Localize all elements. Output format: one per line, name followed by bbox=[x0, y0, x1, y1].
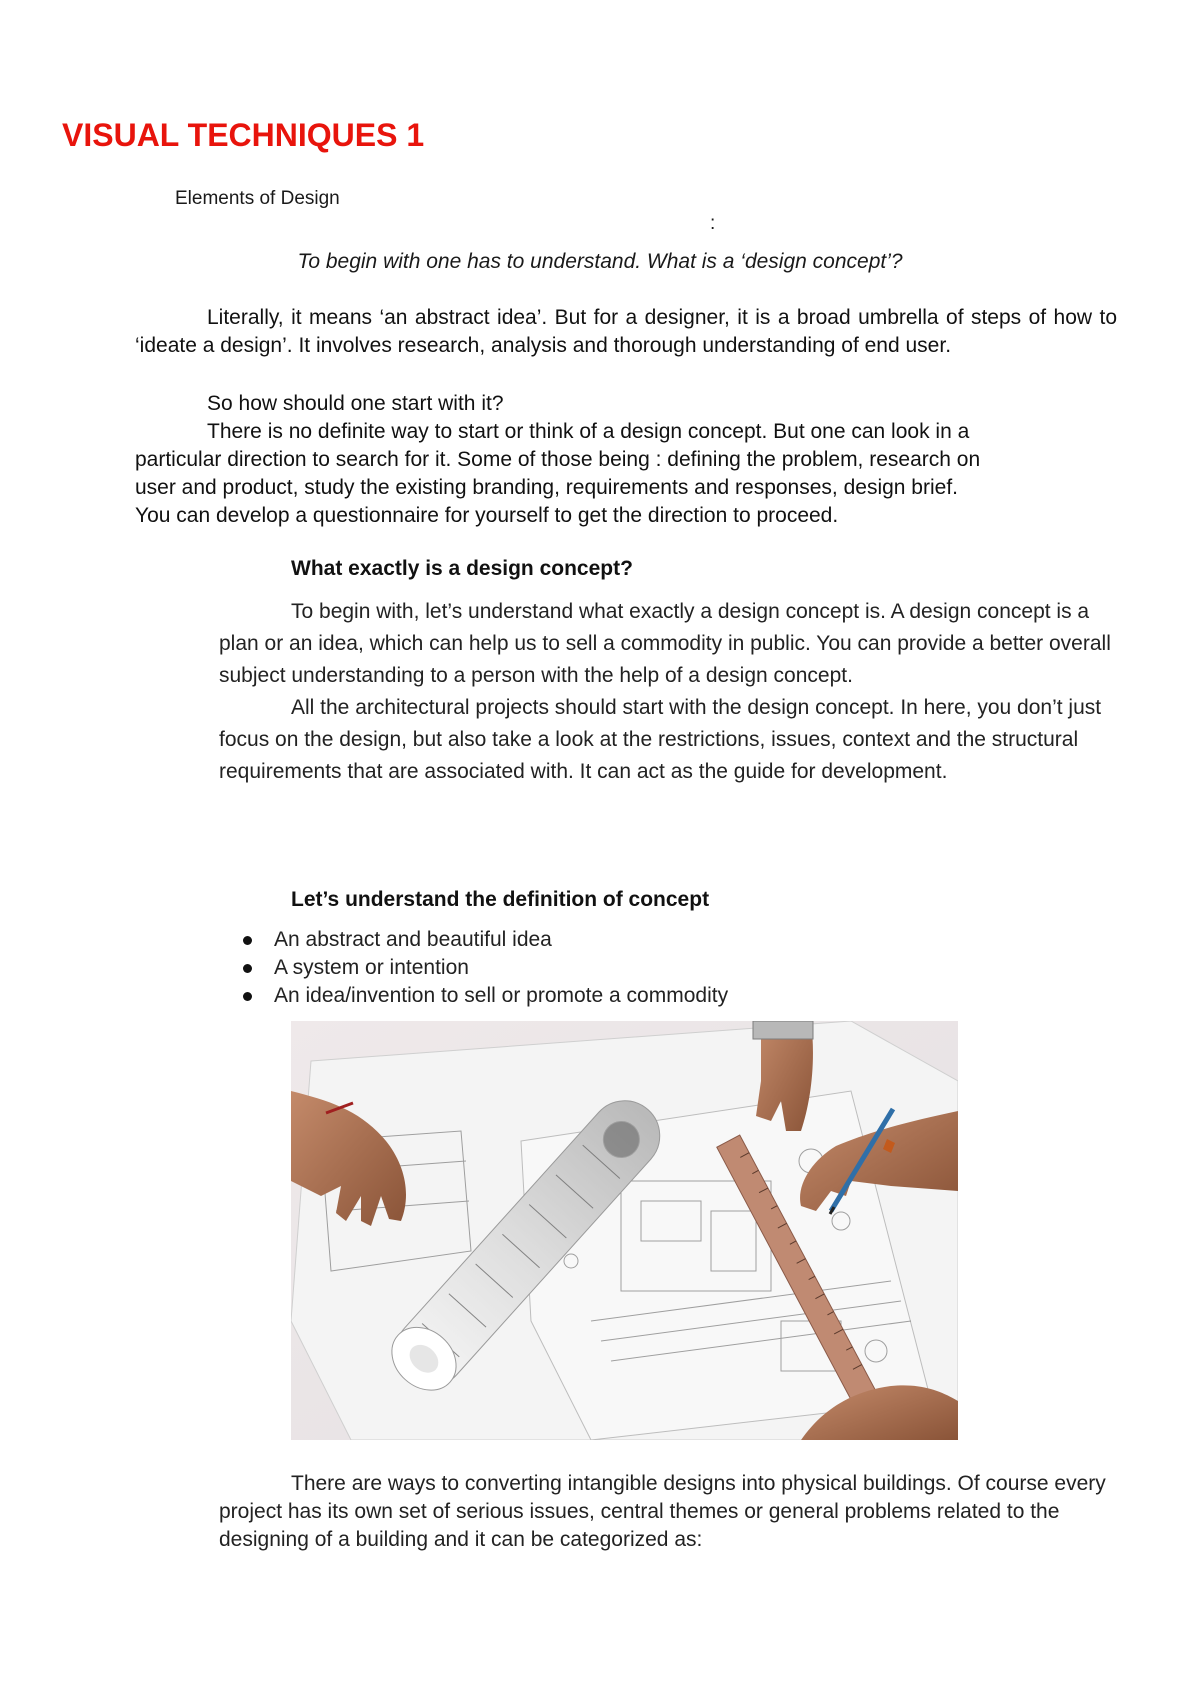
list-item: A system or intention bbox=[240, 954, 728, 982]
list-item: An idea/invention to sell or promote a commodity bbox=[240, 982, 728, 1010]
paragraph2-first-line: There is no definite way to start or think of a design concept. But one can look in a bbox=[207, 420, 970, 443]
colon-mark: : bbox=[710, 213, 716, 234]
document-title: VISUAL TECHNIQUES 1 bbox=[62, 117, 425, 153]
list-item: An abstract and beautiful idea bbox=[240, 926, 728, 954]
question-line: So how should one start with it? bbox=[207, 392, 504, 415]
section1-body bbox=[219, 596, 1129, 788]
paragraph2-line: user and product, study the existing branding, requirements and responses, design brief. bbox=[135, 476, 958, 499]
intro-paragraph: Literally, it means ‘an abstract idea’. But for a designer, it is a broad umbrella of steps of how to ‘ideate a design’. It involves research, analysis and thorough understanding of end user. bbox=[135, 306, 1117, 357]
paragraph2-line: You can develop a questionnaire for yourself to get the direction to proceed. bbox=[135, 504, 839, 527]
paragraph2-line: particular direction to search for it. Some of those being : defining the problem, research on bbox=[135, 448, 981, 471]
intro-question: To begin with one has to understand. What is a ‘design concept’? bbox=[297, 250, 903, 273]
section-heading-design-concept: What exactly is a design concept? bbox=[291, 557, 633, 580]
section-heading-definition: Let’s understand the definition of concept bbox=[291, 888, 710, 911]
definition-list bbox=[240, 926, 728, 1010]
section1-paragraph: All the architectural projects should start with the design concept. In here, you don’t just focus on the design, but also take a look at the restrictions, issues, context and the structural requirements that are associated with. It can act as the guide for development. bbox=[219, 696, 1102, 783]
section1-paragraph: To begin with, let’s understand what exactly a design concept is. A design concept is a plan or an idea, which can help us to sell a commodity in public. You can provide a better overall subject understanding to a person with the help of a design concept. bbox=[219, 600, 1111, 687]
document-subtitle: Elements of Design bbox=[175, 188, 340, 209]
blueprint-photo bbox=[291, 1021, 958, 1440]
closing-paragraph: There are ways to converting intangible designs into physical buildings. Of course every project has its own set of serious issues, central themes or general problems related to the designing of a building and it can be categorized as: bbox=[219, 1472, 1106, 1551]
